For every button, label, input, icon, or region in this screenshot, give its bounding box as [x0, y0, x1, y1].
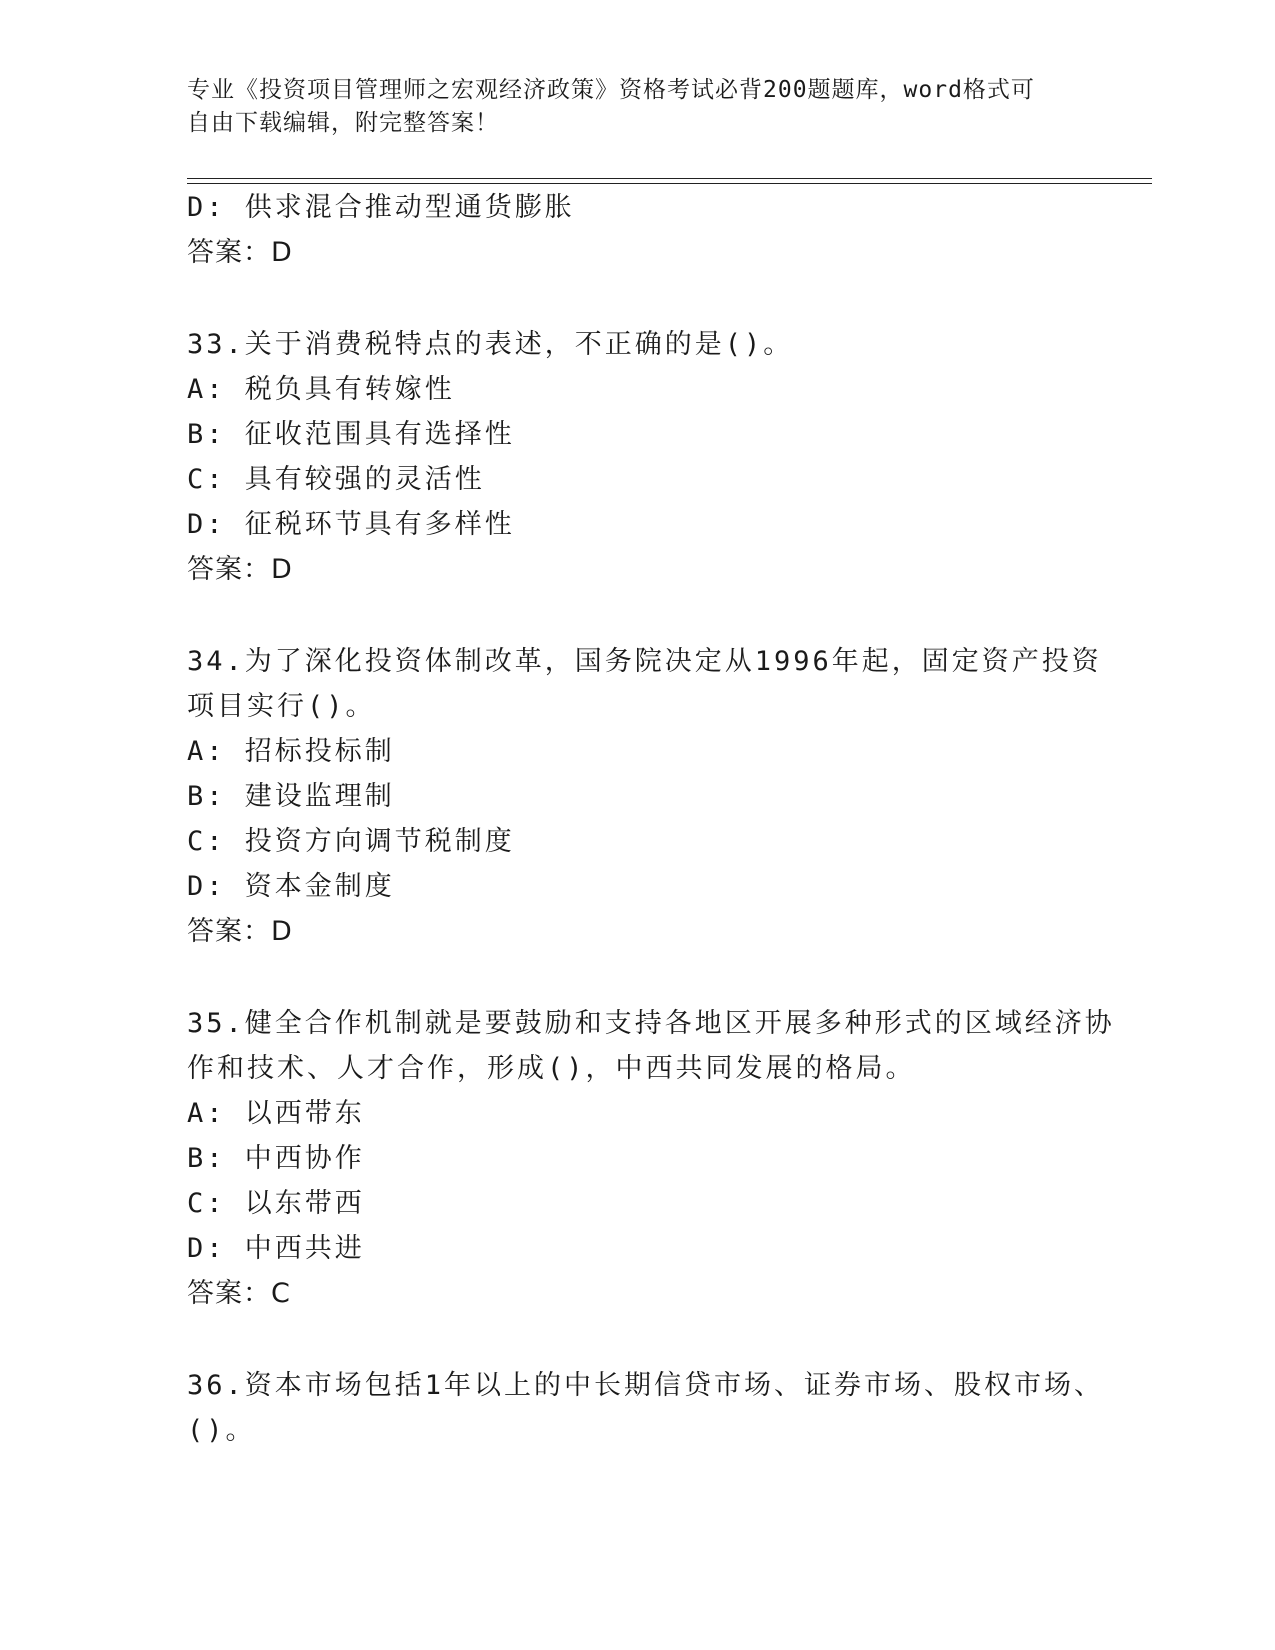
- q35-answer: 答案：C: [187, 1278, 291, 1309]
- q34-option-b: B: 建设监理制: [187, 781, 395, 812]
- q34-option-c: C: 投资方向调节税制度: [187, 826, 515, 857]
- q35-option-c: C: 以东带西: [187, 1188, 365, 1219]
- prev-answer: 答案：D: [187, 237, 293, 268]
- q35-option-d: D: 中西共进: [187, 1233, 365, 1264]
- q33-option-a: A: 税负具有转嫁性: [187, 374, 455, 405]
- q34-stem-line-1: 34.为了深化投资体制改革，国务院决定从1996年起，固定资产投资: [187, 646, 1102, 677]
- q34-option-d: D: 资本金制度: [187, 871, 395, 902]
- q34-stem-line-2: 项目实行()。: [187, 691, 376, 722]
- q33-option-d: D: 征税环节具有多样性: [187, 509, 515, 540]
- header-title-line-2: 自由下载编辑，附完整答案！: [187, 110, 499, 136]
- q34-answer: 答案：D: [187, 916, 293, 947]
- q35-stem-line-2: 作和技术、人才合作，形成()，中西共同发展的格局。: [187, 1053, 916, 1084]
- document-header: [187, 74, 1067, 140]
- header-rule-bottom: [187, 183, 1152, 184]
- prev-option-d: D: 供求混合推动型通货膨胀: [187, 192, 575, 223]
- header-title-line-1: 专业《投资项目管理师之宏观经济政策》资格考试必背200题题库，word格式可: [187, 77, 1035, 103]
- q36-stem-line-2: ()。: [187, 1415, 256, 1446]
- q33-stem: 33.关于消费税特点的表述，不正确的是()。: [187, 329, 794, 360]
- q35-option-a: A: 以西带东: [187, 1098, 365, 1129]
- q34-option-a: A: 招标投标制: [187, 736, 395, 767]
- q35-option-b: B: 中西协作: [187, 1143, 365, 1174]
- q33-answer: 答案：D: [187, 554, 293, 585]
- q33-option-b: B: 征收范围具有选择性: [187, 419, 515, 450]
- q35-stem-line-1: 35.健全合作机制就是要鼓励和支持各地区开展多种形式的区域经济协: [187, 1008, 1115, 1039]
- q33-option-c: C: 具有较强的灵活性: [187, 464, 485, 495]
- header-rule-top: [187, 178, 1152, 179]
- q36-stem-line-1: 36.资本市场包括1年以上的中长期信贷市场、证券市场、股权市场、: [187, 1370, 1105, 1401]
